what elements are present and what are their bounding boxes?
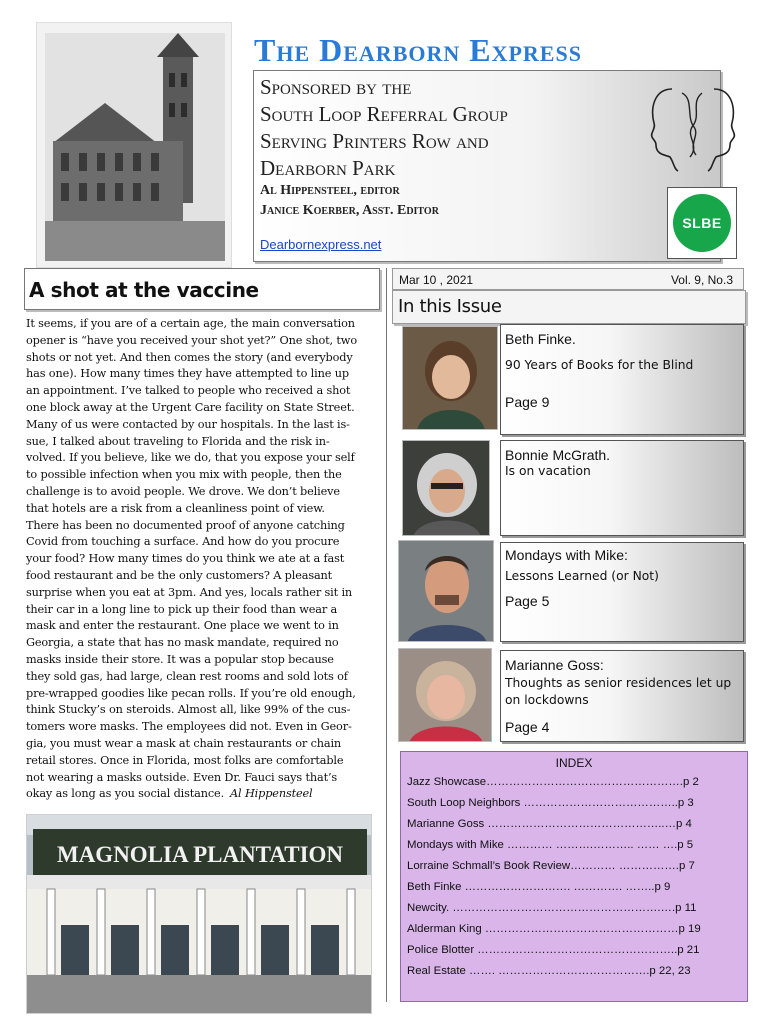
article-line: to possible infection when you mix with people, then the [26, 468, 342, 482]
index-box [400, 751, 748, 1002]
story-card-marianne-goss[interactable] [500, 650, 744, 742]
building-photo [36, 22, 232, 268]
index-entry[interactable]: South Loop Neighbors …………………………………..p 3 [407, 797, 694, 809]
in-this-issue-heading: In this Issue [392, 290, 746, 324]
tower-building-image [45, 33, 225, 261]
article-line: tomers wore masks. The employees did not. Even in Geor- [26, 720, 352, 734]
article-line: your food? How many times do you think we ate at a fast [26, 552, 345, 566]
story-card-mondays-with-mike[interactable] [500, 542, 744, 642]
story-page: Page 4 [505, 719, 550, 735]
index-entry[interactable]: Real Estate ……. ………………………………….p 22, 23 [407, 965, 691, 977]
article-line: Many of us were contacted by our hospitals. In the last is- [26, 417, 350, 431]
index-entry[interactable]: Alderman King ……………………………………………p 19 [407, 923, 701, 935]
bonnie-mcgrath-photo [402, 440, 490, 536]
article-line [26, 786, 380, 803]
story-title: Is on vacation [505, 464, 591, 478]
article-title: A shot at the vaccine [24, 268, 380, 310]
marianne-goss-photo [398, 648, 492, 742]
article-line: they sold gas, had large, clean rest rooms and sold lots of [26, 669, 348, 683]
article-line: Georgia, a state that has no mask mandate, required no [26, 636, 339, 650]
article-line: has one). How many times they have attempted to line up [26, 367, 349, 381]
article-line: opener is “have you received your shot yet?” One shot, two [26, 333, 357, 347]
beth-finke-photo [402, 326, 498, 430]
article-line: volved. If you believe, like we do, that you expose your self [26, 451, 355, 465]
article-line: sue, I talked about traveling to Florida and the risk in- [26, 434, 330, 448]
issue-date-bar [392, 268, 744, 290]
storefront-image [27, 815, 372, 1014]
story-title: Lessons Learned (or Not) [505, 569, 659, 583]
index-entry[interactable]: Jazz Showcase…………………………………………….p 2 [407, 776, 699, 788]
asst-editor-credit: Janice Koerber, Asst. Editor [260, 203, 439, 218]
sponsor-line: South Loop Referral Group [260, 102, 508, 126]
website-link[interactable]: Dearbornexpress.net [260, 237, 382, 252]
column-divider [386, 268, 387, 1002]
slbe-logo [667, 187, 737, 259]
newsletter-title: The Dearborn Express [254, 32, 582, 68]
story-card-bonnie-mcgrath[interactable] [500, 440, 744, 536]
article-line: challenge is to avoid people. We drove. We don’t believe [26, 484, 340, 498]
sponsor-line: Dearborn Park [260, 156, 396, 180]
index-entry[interactable]: Mondays with Mike ………… ……….……….. …… ….p 5 [407, 839, 694, 851]
story-name: Bonnie McGrath. [505, 447, 611, 463]
story-page: Page 5 [505, 593, 550, 609]
article-line: Covid from touching a surface. And how do you procure [26, 535, 340, 549]
sponsor-box [253, 70, 721, 262]
article-line: shots or not yet. And then comes the story (and everybody [26, 350, 353, 364]
issue-volume: Vol. 9, No.3 [670, 273, 733, 287]
article-line: an appointment. I’ve talked to people who received a shot [26, 384, 351, 398]
article-line: food restaurant and be the only customers? A pleasant [26, 568, 333, 582]
editor-credit: Al Hippensteel, editor [260, 183, 400, 198]
index-entry[interactable]: Lorraine Schmall’s Book Review………… …………….p 7 [407, 860, 695, 872]
article-line: one block away at the Urgent Care facility on State Street. [26, 400, 355, 414]
story-title: Thoughts as senior residences let up on lockdowns [505, 676, 732, 707]
sponsor-line: Sponsored by the [260, 75, 412, 99]
faces-logo-icon [644, 83, 742, 173]
article-line: pre-wrapped goodies like pecan rolls. If you’re old enough, [26, 686, 356, 700]
article-line: think Stucky’s on steroids. Almost all, like 99% of the cus- [26, 703, 351, 717]
article-line: masks inside their store. It was a popular stop because [26, 652, 334, 666]
storefront-sign-text: MAGNOLIA PLANTATION [56, 842, 344, 867]
mike-photo [398, 540, 494, 642]
index-entry[interactable]: Marianne Goss ………………………………………..…p 4 [407, 818, 692, 830]
article-line: It seems, if you are of a certain age, the main conversation [26, 317, 355, 330]
issue-date: Mar 10 , 2021 [399, 273, 474, 287]
story-page: Page 9 [505, 394, 550, 410]
story-name: Beth Finke. [505, 331, 576, 347]
story-card-beth-finke[interactable] [500, 324, 744, 435]
story-name: Mondays with Mike: [505, 547, 628, 563]
index-entry[interactable]: Newcity. ……………………………………………….….p 11 [407, 902, 697, 914]
article-line: their car in a long line to pick up their food than wear a [26, 602, 338, 616]
article-signature: Al Hippensteel [230, 787, 313, 801]
story-title: 90 Years of Books for the Blind [505, 358, 694, 372]
index-heading: INDEX [555, 756, 593, 770]
article-line: gia, you must wear a mask at chain restaurants or chain [26, 736, 342, 750]
article-line: There has been no documented proof of anyone catching [26, 518, 345, 532]
story-name: Marianne Goss: [505, 657, 604, 673]
article-line: retail stores. Once in Florida, most folks are comfortable [26, 753, 344, 767]
article-line: mask and enter the restaurant. One place we went to in [26, 619, 339, 633]
slbe-logo-text: SLBE [682, 215, 722, 231]
article-line-text: okay as long as you social distance. [26, 787, 225, 801]
article-line: surprise when you eat at 3pm. And yes, locals rather sit in [26, 585, 353, 599]
article-line: not wearing a masks outside. Even Dr. Fauci says that’s [26, 770, 338, 784]
index-entry[interactable]: Beth Finke ………………………. …………. ……..p 9 [407, 881, 671, 893]
index-entry[interactable]: Police Blotter ……………………………………………..p 21 [407, 944, 700, 956]
sponsor-line: Serving Printers Row and [260, 129, 489, 153]
magnolia-plantation-photo [26, 814, 372, 1014]
article-line: that hotels are a risk from a cleanliness point of view. [26, 501, 325, 515]
article-body [26, 316, 380, 803]
